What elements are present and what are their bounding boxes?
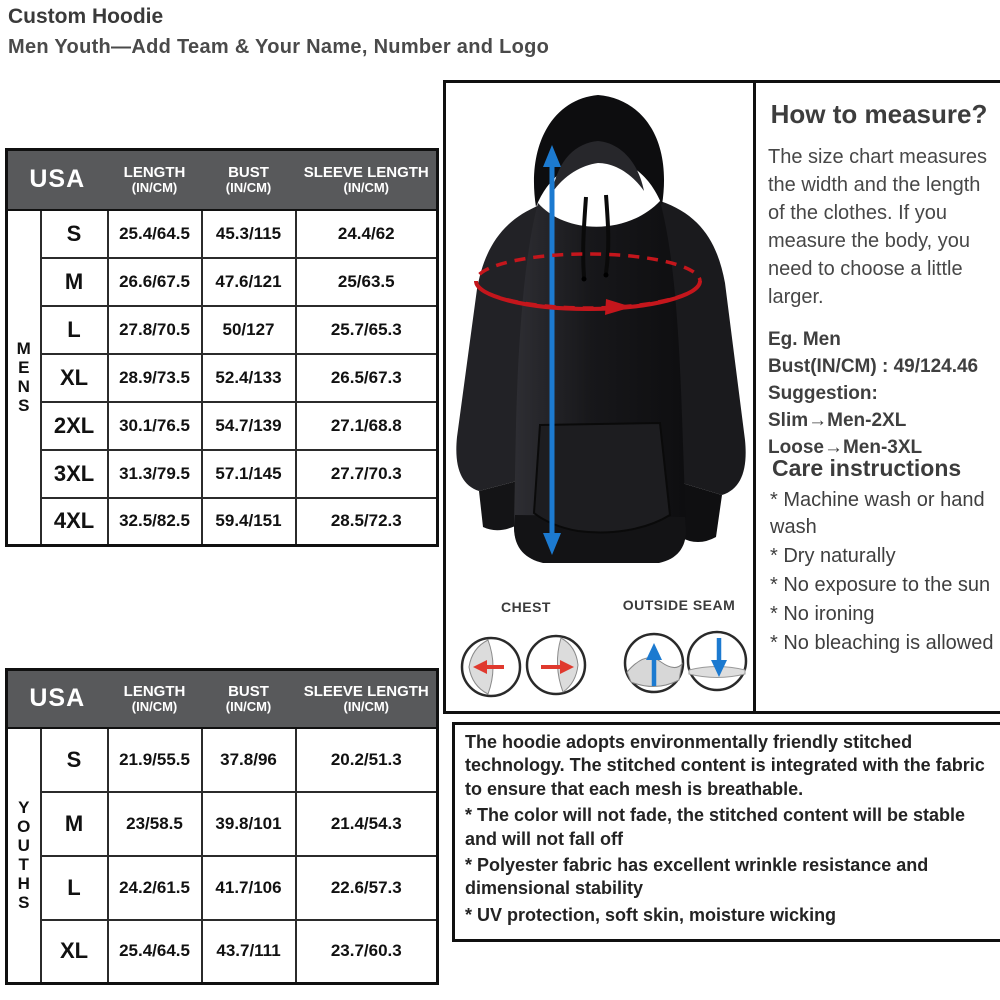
- length-value: 30.1/76.5: [108, 402, 202, 450]
- care-item: * No bleaching is allowed: [770, 632, 994, 654]
- bust-value: 43.7/111: [202, 920, 296, 984]
- example-line: Slim→Men-2XL: [768, 409, 907, 431]
- size-cell: S: [41, 728, 108, 792]
- bust-value: 45.3/115: [202, 210, 296, 258]
- size-cell: L: [41, 306, 108, 354]
- feature-paragraph: * The color will not fade, the stitched content will be stable and will not fall off: [465, 805, 966, 849]
- table-row: [7, 498, 438, 546]
- seam-measure-down-icon: [684, 628, 750, 694]
- sleeve-value: 27.1/68.8: [296, 402, 438, 450]
- table-row: [7, 258, 438, 306]
- sleeve-value: 23.7/60.3: [296, 920, 438, 984]
- col-header-bust: BUST (IN/CM): [202, 150, 296, 210]
- bust-value: 52.4/133: [202, 354, 296, 402]
- col-header-bust: BUST (IN/CM): [202, 670, 296, 728]
- table-row: [7, 728, 438, 792]
- length-value: 24.2/61.5: [108, 856, 202, 920]
- sleeve-value: 27.7/70.3: [296, 450, 438, 498]
- length-value: 27.8/70.5: [108, 306, 202, 354]
- chest-label: CHEST: [501, 599, 551, 615]
- youths-size-table: [5, 668, 439, 985]
- page-title: Custom Hoodie: [8, 5, 164, 28]
- care-item: * No ironing: [770, 603, 875, 625]
- col-header-usa: USA: [7, 670, 108, 728]
- care-instructions-list: [770, 487, 1000, 659]
- bust-value: 57.1/145: [202, 450, 296, 498]
- bust-value: 59.4/151: [202, 498, 296, 546]
- table-row: [7, 450, 438, 498]
- sleeve-value: 20.2/51.3: [296, 728, 438, 792]
- length-value: 28.9/73.5: [108, 354, 202, 402]
- size-cell: M: [41, 258, 108, 306]
- example-line: Suggestion:: [768, 382, 878, 404]
- col-header-usa: USA: [7, 150, 108, 210]
- table-row: [7, 402, 438, 450]
- length-value: 26.6/67.5: [108, 258, 202, 306]
- bust-value: 37.8/96: [202, 728, 296, 792]
- how-to-measure-text: The size chart measures the width and the length of the clothes. If you measure the body, you need to choose a little larger.: [768, 146, 987, 308]
- size-cell: M: [41, 792, 108, 856]
- sleeve-value: 25/63.5: [296, 258, 438, 306]
- page-subtitle: Men Youth—Add Team & Your Name, Number and Logo: [8, 36, 550, 58]
- sleeve-value: 26.5/67.3: [296, 354, 438, 402]
- section-divider: [753, 83, 756, 711]
- col-header-length: LENGTH (IN/CM): [108, 150, 202, 210]
- how-to-measure-heading: How to measure?: [770, 99, 988, 129]
- feature-paragraph: * UV protection, soft skin, moisture wicking: [465, 904, 837, 925]
- bust-value: 50/127: [202, 306, 296, 354]
- size-cell: S: [41, 210, 108, 258]
- length-value: 25.4/64.5: [108, 210, 202, 258]
- length-value: 23/58.5: [108, 792, 202, 856]
- sleeve-value: 21.4/54.3: [296, 792, 438, 856]
- sleeve-value: 25.7/65.3: [296, 306, 438, 354]
- table-row: [7, 306, 438, 354]
- seam-measure-up-icon: [621, 630, 687, 696]
- table-row: [7, 210, 438, 258]
- mens-group-label: MENS: [7, 210, 41, 546]
- length-value: 25.4/64.5: [108, 920, 202, 984]
- sleeve-value: 24.4/62: [296, 210, 438, 258]
- care-item: * No exposure to the sun: [770, 574, 991, 596]
- care-item: * Dry naturally: [770, 545, 896, 567]
- example-line: Bust(IN/CM) : 49/124.46: [768, 355, 979, 377]
- table-row: [7, 856, 438, 920]
- table-row: [7, 920, 438, 984]
- care-item: * Machine wash or hand wash: [770, 489, 985, 538]
- length-value: 32.5/82.5: [108, 498, 202, 546]
- sleeve-value: 28.5/72.3: [296, 498, 438, 546]
- length-value: 31.3/79.5: [108, 450, 202, 498]
- size-cell: XL: [41, 354, 108, 402]
- col-header-sleeve: SLEEVE LENGTH (IN/CM): [296, 670, 438, 728]
- bust-value: 41.7/106: [202, 856, 296, 920]
- length-value: 21.9/55.5: [108, 728, 202, 792]
- bust-value: 47.6/121: [202, 258, 296, 306]
- size-cell: 4XL: [41, 498, 108, 546]
- table-row: [7, 792, 438, 856]
- youths-header-row: [7, 670, 438, 728]
- table-row: [7, 354, 438, 402]
- feature-paragraph: The hoodie adopts environmentally friendly stitched technology. The stitched content is integrated with the fabric to ensure that each mesh is breathable.: [465, 732, 985, 799]
- size-cell: 3XL: [41, 450, 108, 498]
- col-header-sleeve: SLEEVE LENGTH (IN/CM): [296, 150, 438, 210]
- hoodie-product-image: [448, 85, 751, 590]
- measure-section: [443, 80, 1000, 714]
- outside-seam-label: OUTSIDE SEAM: [622, 597, 736, 613]
- example-line: Loose→Men-3XL: [768, 436, 923, 458]
- bust-value: 54.7/139: [202, 402, 296, 450]
- size-cell: XL: [41, 920, 108, 984]
- feature-paragraph: * Polyester fabric has excellent wrinkle resistance and dimensional stability: [465, 854, 929, 899]
- sleeve-value: 22.6/57.3: [296, 856, 438, 920]
- size-cell: 2XL: [41, 402, 108, 450]
- chest-measure-left-icon: [458, 634, 524, 700]
- youths-group-label: YOUTHS: [7, 728, 41, 984]
- size-cell: L: [41, 856, 108, 920]
- sizing-example-block: [768, 327, 998, 462]
- product-features-panel: [452, 722, 1000, 942]
- mens-size-table: [5, 148, 439, 547]
- chest-measure-right-icon: [523, 632, 589, 698]
- col-header-length: LENGTH (IN/CM): [108, 670, 202, 728]
- example-line: Eg. Men: [768, 329, 841, 350]
- bust-value: 39.8/101: [202, 792, 296, 856]
- care-instructions-heading: Care instructions: [772, 455, 962, 481]
- mens-header-row: [7, 150, 438, 210]
